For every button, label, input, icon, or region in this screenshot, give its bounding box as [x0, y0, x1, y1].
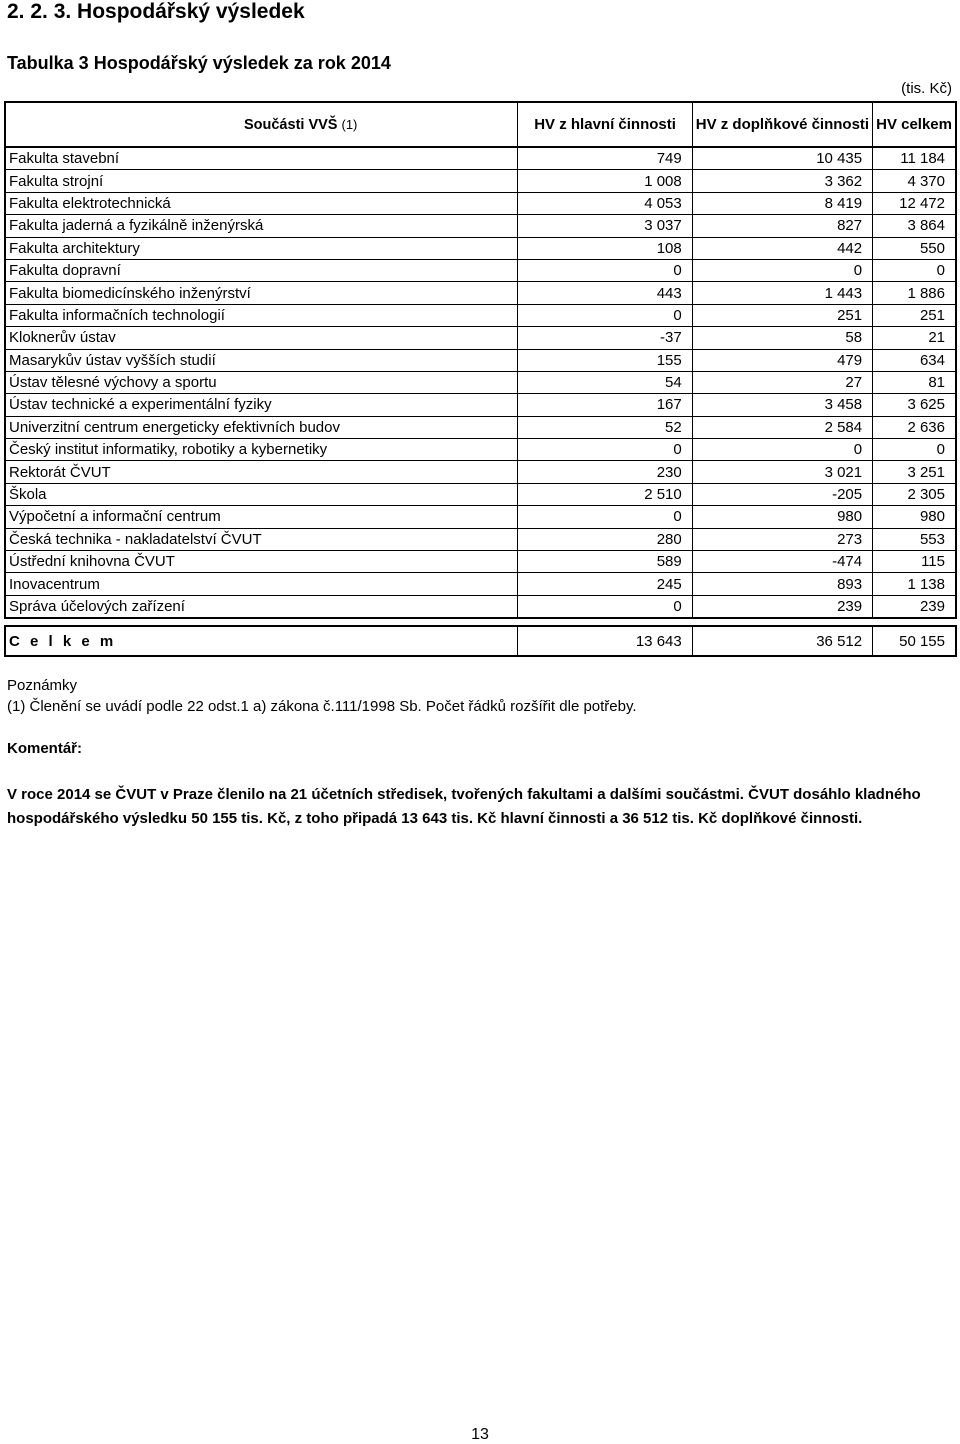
row-total-cell: 3 864	[873, 215, 956, 237]
row-side-cell: 3 021	[692, 461, 872, 483]
table-body	[5, 147, 956, 656]
row-side-cell: 273	[692, 528, 872, 550]
row-total-cell: 2 305	[873, 483, 956, 505]
row-side-cell: 251	[692, 304, 872, 326]
row-name-cell: Fakulta informačních technologií	[5, 304, 518, 326]
row-main-cell: 155	[518, 349, 692, 371]
table-row	[5, 573, 956, 595]
row-name-cell: Správa účelových zařízení	[5, 595, 518, 618]
table-row	[5, 282, 956, 304]
row-name-cell: Fakulta architektury	[5, 237, 518, 259]
row-total-cell: 4 370	[873, 170, 956, 192]
table-row	[5, 349, 956, 371]
row-total-cell: 11 184	[873, 147, 956, 170]
row-total-cell: 0	[873, 259, 956, 281]
header-total: HV celkem	[873, 102, 956, 147]
row-main-cell: 54	[518, 371, 692, 393]
row-side-cell: 36 512	[692, 626, 872, 656]
row-side-cell: 0	[692, 259, 872, 281]
row-main-cell: 589	[518, 551, 692, 573]
row-side-cell: 3 362	[692, 170, 872, 192]
row-total-cell: 553	[873, 528, 956, 550]
table-row	[5, 416, 956, 438]
row-name-cell: Český institut informatiky, robotiky a kybernetiky	[5, 439, 518, 461]
table-row	[5, 506, 956, 528]
row-side-cell: 479	[692, 349, 872, 371]
row-total-cell: 0	[873, 439, 956, 461]
row-total-cell: 634	[873, 349, 956, 371]
komentar-text: V roce 2014 se ČVUT v Praze členilo na 21 účetních středisek, tvořených fakultami a dalšími součástmi. ČVUT dosáhlo kladného hospodářského výsledku 50 155 tis. Kč, z toho připadá 13 643 tis. Kč hlavní činnosti a 36 512 tis. Kč doplňkové činnosti.	[7, 786, 921, 827]
row-name-cell: C e l k e m	[5, 626, 518, 656]
row-main-cell: 749	[518, 147, 692, 170]
row-name-cell: Česká technika - nakladatelství ČVUT	[5, 528, 518, 550]
row-name-cell: Fakulta jaderná a fyzikálně inženýrská	[5, 215, 518, 237]
table-row	[5, 327, 956, 349]
table-row	[5, 215, 956, 237]
row-side-cell: 2 584	[692, 416, 872, 438]
row-name-cell: Fakulta elektrotechnická	[5, 192, 518, 214]
row-name-cell: Kloknerův ústav	[5, 327, 518, 349]
row-name-cell: Fakulta stavební	[5, 147, 518, 170]
table-title: Tabulka 3 Hospodářský výsledek za rok 2014	[7, 53, 391, 73]
row-side-cell: 442	[692, 237, 872, 259]
header-side: HV z doplňkové činnosti	[692, 102, 872, 147]
notes-heading: Poznámky	[7, 677, 78, 694]
table-row	[5, 170, 956, 192]
row-side-cell: 58	[692, 327, 872, 349]
row-main-cell: 280	[518, 528, 692, 550]
row-name-cell: Výpočetní a informační centrum	[5, 506, 518, 528]
header-main: HV z hlavní činnosti	[518, 102, 692, 147]
row-side-cell: 10 435	[692, 147, 872, 170]
row-name-cell: Univerzitní centrum energeticky efektivních budov	[5, 416, 518, 438]
row-main-cell: 443	[518, 282, 692, 304]
row-total-cell: 21	[873, 327, 956, 349]
table-row	[5, 304, 956, 326]
row-main-cell: 4 053	[518, 192, 692, 214]
table-row	[5, 483, 956, 505]
row-side-cell: -474	[692, 551, 872, 573]
page-number: 13	[471, 1426, 489, 1443]
row-side-cell: 827	[692, 215, 872, 237]
row-total-cell: 3 625	[873, 394, 956, 416]
table-row	[5, 237, 956, 259]
row-side-cell: 3 458	[692, 394, 872, 416]
row-side-cell: 8 419	[692, 192, 872, 214]
row-total-cell: 3 251	[873, 461, 956, 483]
row-main-cell: 13 643	[518, 626, 692, 656]
row-name-cell: Ústav tělesné výchovy a sportu	[5, 371, 518, 393]
table-row	[5, 439, 956, 461]
row-main-cell: 245	[518, 573, 692, 595]
row-total-cell: 550	[873, 237, 956, 259]
header-name: Součásti VVŠ (1)	[5, 102, 518, 147]
spacer-cell	[5, 618, 956, 626]
row-main-cell: 230	[518, 461, 692, 483]
row-side-cell: 893	[692, 573, 872, 595]
table-row	[5, 371, 956, 393]
row-main-cell: 52	[518, 416, 692, 438]
row-total-cell: 2 636	[873, 416, 956, 438]
komentar-heading: Komentář:	[7, 740, 83, 757]
row-main-cell: 0	[518, 595, 692, 618]
row-main-cell: 3 037	[518, 215, 692, 237]
row-total-cell: 1 138	[873, 573, 956, 595]
row-name-cell: Fakulta dopravní	[5, 259, 518, 281]
row-main-cell: 1 008	[518, 170, 692, 192]
row-main-cell: -37	[518, 327, 692, 349]
row-total-cell: 239	[873, 595, 956, 618]
row-main-cell: 167	[518, 394, 692, 416]
row-main-cell: 0	[518, 259, 692, 281]
row-name-cell: Inovacentrum	[5, 573, 518, 595]
row-main-cell: 0	[518, 304, 692, 326]
row-total-cell: 12 472	[873, 192, 956, 214]
row-name-cell: Ústřední knihovna ČVUT	[5, 551, 518, 573]
row-total-cell: 81	[873, 371, 956, 393]
table-row	[5, 528, 956, 550]
row-main-cell: 2 510	[518, 483, 692, 505]
row-side-cell: 27	[692, 371, 872, 393]
row-side-cell: -205	[692, 483, 872, 505]
table-row	[5, 259, 956, 281]
row-side-cell: 239	[692, 595, 872, 618]
row-name-cell: Rektorát ČVUT	[5, 461, 518, 483]
table-row	[5, 394, 956, 416]
row-name-cell: Fakulta strojní	[5, 170, 518, 192]
row-side-cell: 1 443	[692, 282, 872, 304]
notes-line: (1) Členění se uvádí podle 22 odst.1 a) zákona č.111/1998 Sb. Počet řádků rozšířit dle potřeby.	[7, 698, 637, 715]
unit-note: (tis. Kč)	[901, 80, 952, 97]
row-side-cell: 980	[692, 506, 872, 528]
row-name-cell: Ústav technické a experimentální fyziky	[5, 394, 518, 416]
section-title: 2. 2. 3. Hospodářský výsledek	[7, 0, 305, 23]
row-name-cell: Fakulta biomedicínského inženýrství	[5, 282, 518, 304]
table-row	[5, 551, 956, 573]
row-total-cell: 251	[873, 304, 956, 326]
row-total-cell: 115	[873, 551, 956, 573]
table-row	[5, 147, 956, 170]
table-row	[5, 595, 956, 618]
table-row	[5, 192, 956, 214]
total-row	[5, 626, 956, 656]
result-table	[4, 101, 957, 657]
table-row	[5, 461, 956, 483]
row-name-cell: Masarykův ústav vyšších studií	[5, 349, 518, 371]
row-main-cell: 0	[518, 439, 692, 461]
row-name-cell: Škola	[5, 483, 518, 505]
row-total-cell: 1 886	[873, 282, 956, 304]
table-header-row	[5, 102, 956, 147]
row-side-cell: 0	[692, 439, 872, 461]
table-spacer	[5, 618, 956, 626]
row-main-cell: 0	[518, 506, 692, 528]
row-total-cell: 50 155	[873, 626, 956, 656]
row-main-cell: 108	[518, 237, 692, 259]
row-total-cell: 980	[873, 506, 956, 528]
